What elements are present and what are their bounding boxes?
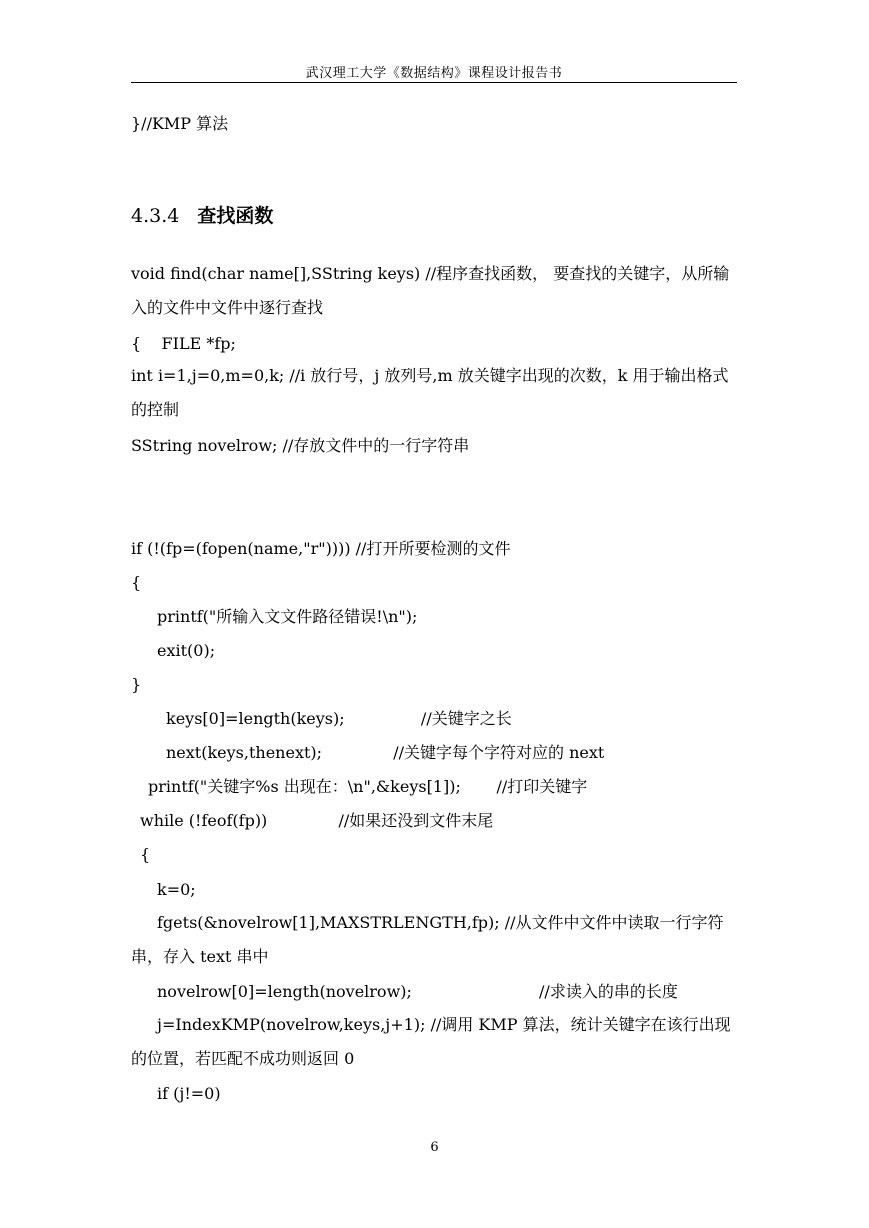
code-line: void find(char name[],SString keys) //程序查找函数， 要查找的关键字，从所输入的文件中文件中逐行查找 bbox=[131, 264, 730, 317]
code-line: } bbox=[131, 675, 142, 694]
code-line: printf("关键字%s 出现在：\n",&keys[1]); //打印关键字 bbox=[148, 777, 588, 796]
section-heading bbox=[131, 204, 273, 228]
header-rule bbox=[131, 82, 737, 83]
running-header: 武汉理工大学《数据结构》课程设计报告书 bbox=[305, 66, 563, 81]
code-line: SString novelrow; //存放文件中的一行字符串 bbox=[131, 436, 470, 455]
code-line: next(keys,thenext); //关键字每个字符对应的 next bbox=[166, 743, 605, 762]
section-number: 4.3.4 bbox=[131, 205, 180, 227]
code-line: printf("所输入文文件路径错误!\n"); bbox=[157, 607, 418, 626]
page-number: 6 bbox=[430, 1140, 439, 1155]
code-line: j=IndexKMP(novelrow,keys,j+1); //调用 KMP 算法，统计关键字在该行出现的位置，若匹配不成功则返回 0 bbox=[131, 1015, 731, 1068]
code-line: k=0; bbox=[157, 880, 196, 899]
code-line: novelrow[0]=length(novelrow); //求读入的串的长度 bbox=[157, 982, 678, 1001]
code-line: { bbox=[131, 573, 142, 592]
code-line: }//KMP 算法 bbox=[131, 114, 229, 133]
code-line: while (!feof(fp)) //如果还没到文件末尾 bbox=[140, 811, 494, 830]
code-line: { bbox=[140, 845, 151, 864]
code-line: int i=1,j=0,m=0,k; //i 放行号，j 放列号,m 放关键字出现的次数，k 用于输出格式的控制 bbox=[131, 366, 729, 419]
section-title: 查找函数 bbox=[197, 205, 274, 227]
code-line: if (j!=0) bbox=[157, 1084, 221, 1103]
code-line: { FILE *fp; bbox=[131, 334, 236, 353]
code-line: if (!(fp=(fopen(name,"r")))) //打开所要检测的文件 bbox=[131, 539, 511, 558]
code-line: keys[0]=length(keys); //关键字之长 bbox=[166, 709, 512, 728]
code-line: fgets(&novelrow[1],MAXSTRLENGTH,fp); //从文件中文件中读取一行字符串，存入 text 串中 bbox=[131, 913, 724, 966]
code-line: exit(0); bbox=[157, 641, 216, 660]
